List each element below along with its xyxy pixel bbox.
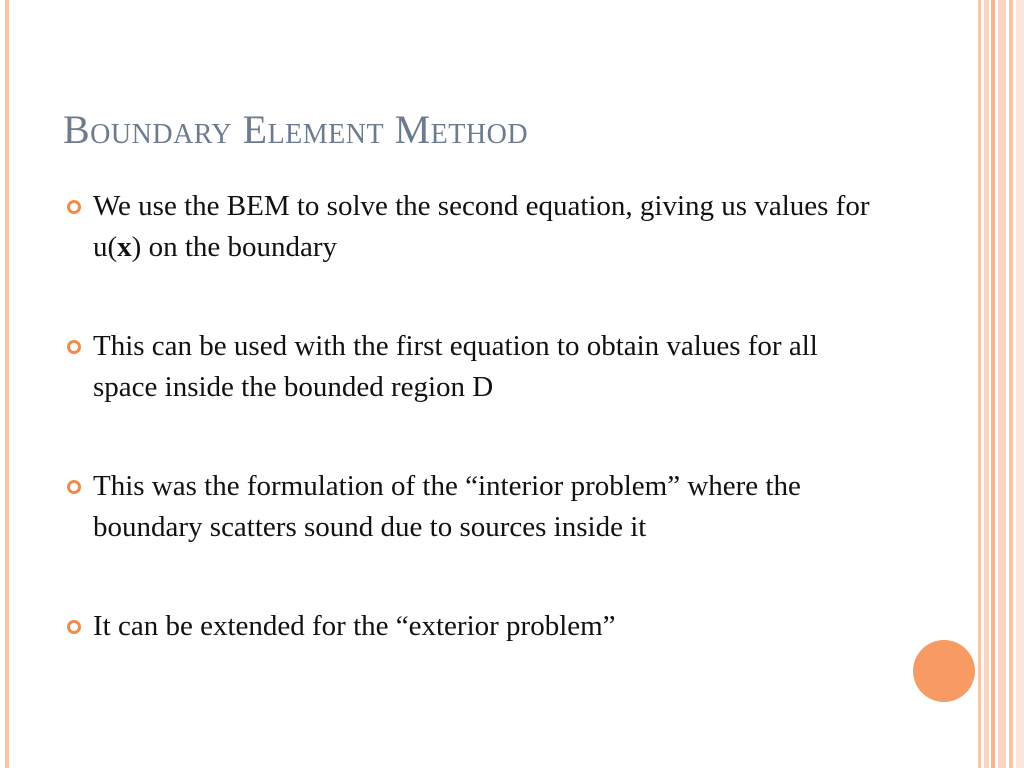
bullet-list xyxy=(64,186,884,705)
left-border-stripe xyxy=(5,0,9,768)
bullet-icon xyxy=(67,620,81,634)
bullet-item xyxy=(64,606,884,647)
bullet-icon xyxy=(67,200,81,214)
bullet-text xyxy=(93,190,870,263)
bullet-icon xyxy=(67,340,81,354)
bullet-item xyxy=(64,186,884,268)
right-border-stripe xyxy=(991,0,995,768)
bullet-text-part: We use the BEM to solve the second equation, giving us values for u( xyxy=(93,190,870,263)
right-border-stripe xyxy=(1016,0,1024,768)
slide-title: Boundary Element Method xyxy=(63,107,529,152)
bullet-text: It can be extended for the “exterior problem” xyxy=(93,610,616,642)
bullet-item xyxy=(64,326,884,408)
bullet-item xyxy=(64,466,884,548)
bullet-text-bold: x xyxy=(117,231,132,263)
right-border-stripe xyxy=(998,0,1006,768)
bullet-text: This was the formulation of the “interior problem” where the boundary scatters sound due to sources inside it xyxy=(93,470,801,543)
right-border-stripe xyxy=(984,0,989,768)
bullet-text-part: ) on the boundary xyxy=(131,231,338,263)
right-border-stripe xyxy=(1009,0,1013,768)
bullet-icon xyxy=(67,480,81,494)
right-border-stripe xyxy=(978,0,981,768)
bullet-text: This can be used with the first equation to obtain values for all space inside the bounded region D xyxy=(93,330,818,403)
orange-circle-decoration xyxy=(913,640,975,702)
